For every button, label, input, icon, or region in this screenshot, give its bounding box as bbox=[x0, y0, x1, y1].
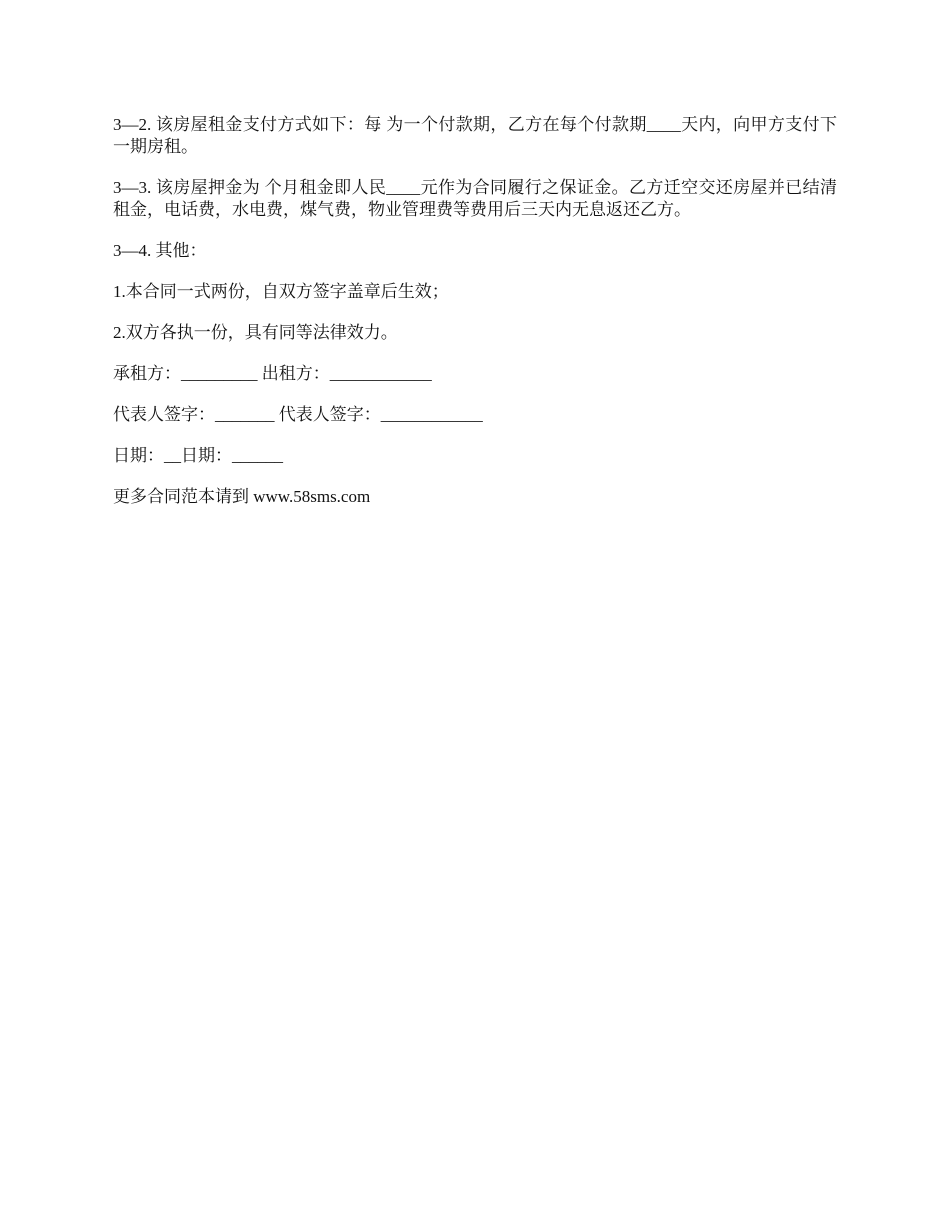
footer-source-note: 更多合同范本请到 www.58sms.com bbox=[113, 487, 371, 506]
signature-date-line: 日期：__日期：______ bbox=[113, 446, 283, 465]
term-copies: 1.本合同一式两份，自双方签字盖章后生效； bbox=[113, 282, 449, 301]
clause-3-4-other: 3—4. 其他： bbox=[113, 241, 207, 260]
clause-3-2-rent-payment: 3—2. 该房屋租金支付方式如下：每 为一个付款期，乙方在每个付款期____天内，向甲方支付下一期房租。 bbox=[113, 115, 837, 156]
document-body bbox=[113, 114, 837, 527]
signature-representatives-line: 代表人签字：_______ 代表人签字：____________ bbox=[113, 405, 483, 424]
signature-parties-line: 承租方：_________ 出租方：____________ bbox=[113, 364, 432, 383]
clause-3-3-deposit: 3—3. 该房屋押金为 个月租金即人民____元作为合同履行之保证金。乙方迁空交还房屋并已结清租金，电话费，水电费，煤气费，物业管理费等费用后三天内无息返还乙方。 bbox=[113, 178, 837, 219]
term-legal-effect: 2.双方各执一份，具有同等法律效力。 bbox=[113, 323, 398, 342]
